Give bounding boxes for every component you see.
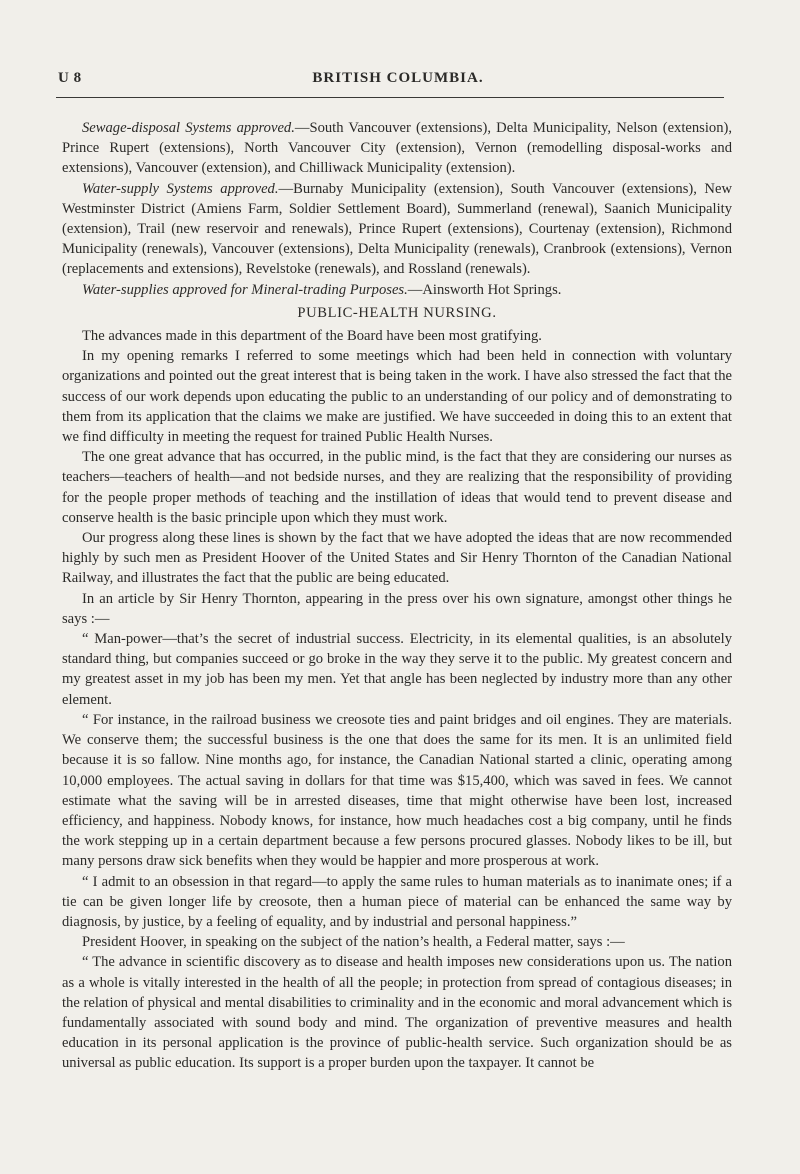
paragraph-5: In an article by Sir Henry Thornton, appearing in the press over his own signature, amongst other things he says :—	[62, 590, 732, 627]
header-rule	[56, 97, 724, 98]
quote-paragraph-2: “ For instance, in the railroad business we creosote ties and paint bridges and oil engines. They are materials. We conserve them; the successful business is the one that does the same for its men. It is an unlimited field because it is so fallow. Nine months ago, for instance, the Canadian National started a clinic, operating among 10,000 employees. The actual saving in dollars for that time was $15,400, which was saved in fees. We cannot estimate what the saving will be in arrested diseases, time that might otherwise have been lost, increased efficiency, and happiness. Nobody knows, for instance, how much headaches cost a big company, until he finds the work stepping up in a certain department because a few persons procured glasses. Nobody likes to be ill, but many persons draw sick benefits when they would be happier and more prosperous at work.	[62, 711, 732, 870]
running-title: BRITISH COLUMBIA.	[312, 70, 484, 86]
paragraph-9: President Hoover, in speaking on the subject of the nation’s health, a Federal matter, says :—	[82, 934, 625, 951]
water-label: Water-supply Systems approved.	[82, 180, 279, 197]
mineral-paragraph	[62, 280, 732, 300]
quote-paragraph-3: “ I admit to an obsession in that regard—to apply the same rules to human materials as to inanimate ones; if a tie can be given longer life by creosote, then a human piece of material can be enhanced the same way by diagnosis, by justice, by a feeling of equality, and by industrial and personal happiness.”	[62, 873, 732, 930]
sewage-paragraph	[62, 118, 732, 179]
paragraph-1: The advances made in this department of the Board have been most gratifying.	[82, 328, 542, 345]
page-number: U 8	[58, 70, 82, 86]
paragraph-2: In my opening remarks I referred to some meetings which had been held in connection with voluntary organizations and pointed out the great interest that is being taken in the work. I have also stressed the fact that the success of our work depends upon educating the public to an understanding of our policy and of demonstrating to them from its application that the claims we make are justified. We have succeeded in doing this to an extent that we find difficulty in meeting the request for trained Public Health Nurses.	[62, 348, 732, 446]
paragraph-3: The one great advance that has occurred, in the public mind, is the fact that they are considering our nurses as teachers—teachers of health—and not bedside nurses, and they are realizing that the responsibility of providing for the people proper methods of teaching and the instillation of ideas that would tend to prevent disease and conserve health is the basic principle upon which they must work.	[62, 449, 732, 526]
water-paragraph	[62, 179, 732, 280]
page-header	[58, 70, 738, 92]
sewage-text: —South Vancouver (extensions), Delta Municipality, Nelson (extension), Prince Rupert (extensions), North Vancouver City (extension), Vernon (remodelling disposal-works and extensions), Vancouver (extension), and Chilliwack Municipality (extension).	[62, 120, 733, 177]
sewage-label: Sewage-disposal Systems approved.	[82, 120, 295, 136]
mineral-label: Water-supplies approved for Mineral-trading Purposes.	[82, 281, 408, 298]
quote-paragraph-1: “ Man-power—that’s the secret of industrial success. Electricity, in its elemental qualities, is an absolutely standard thing, but companies succeed or go broke in the way they serve it to the public. My greatest concern and my greatest asset in my job has been my men. Yet that angle has been neglected by industry more than any other element.	[62, 631, 732, 708]
mineral-text: —Ainsworth Hot Springs.	[407, 281, 562, 298]
water-text: —Burnaby Municipality (extension), South Vancouver (extensions), New Westminster District (Amiens Farm, Soldier Settlement Board), Summerland (renewal), Saanich Municipality (extension), Trail (new reservoir and renewals), Prince Rupert (extensions), Courtenay (extension), Richmond Municipality (renewals), Vancouver (extensions), Delta Municipality (renewals), Cranbrook (extensions), Vernon (replacements and extensions), Revelstoke (renewals), and Rossland (renewals).	[62, 180, 732, 278]
body-text	[62, 118, 732, 1074]
paragraph-4: Our progress along these lines is shown by the fact that we have adopted the ideas that are now recommended highly by such men as President Hoover of the United States and Sir Henry Thornton of the Canadian National Railway, and illustrates the fact that the public are being educated.	[62, 530, 732, 587]
section-heading: PUBLIC-HEALTH NURSING.	[297, 304, 497, 321]
quote-paragraph-4: “ The advance in scientific discovery as to disease and health imposes new considerations upon us. The nation as a whole is vitally interested in the health of all the people; in protection from spread of contagious diseases; in the relation of physical and mental disabilities to criminality and in the economic and moral advancement which is fundamentally associated with sound body and mind. The organization of preventive measures and health education in its personal application is the province of public-health service. Such organization should be as universal as public education. Its support is a proper burden upon the taxpayer. It cannot be	[62, 954, 732, 1072]
